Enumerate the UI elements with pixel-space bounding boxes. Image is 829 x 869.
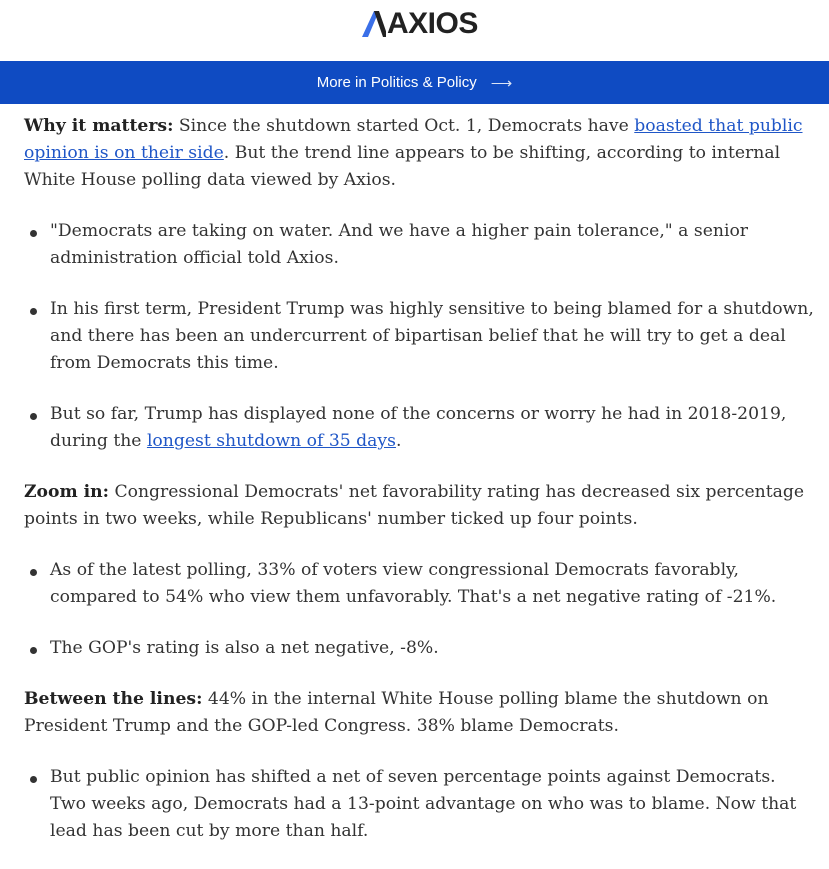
lead-label: Between the lines:	[24, 689, 203, 709]
site-header	[0, 0, 829, 62]
paragraph-text: 44% in the internal White House polling blame the shutdown on President Trump and the GOP-led Congress. 38% blame Democrats.	[24, 689, 769, 736]
paragraph-zoom-in	[24, 479, 814, 533]
list-item-text: But so far, Trump has displayed none of the concerns or worry he had in 2018-2019, during the	[50, 404, 787, 451]
lead-label: Why it matters:	[24, 116, 174, 136]
bullet-list	[24, 557, 814, 662]
banner-label: More in Politics & Policy	[316, 74, 477, 91]
paragraph-text: . But the trend line appears to be shifting, according to internal White House polling data viewed by Axios.	[24, 143, 781, 190]
list-item: "Democrats are taking on water. And we have a higher pain tolerance," a senior administration official told Axios.	[24, 218, 814, 272]
paragraph-between-the-lines	[24, 686, 814, 740]
list-item-text: .	[395, 431, 402, 451]
boasted-link[interactable]: boasted that public opinion is on their side	[24, 116, 803, 163]
list-item: The GOP's rating is also a net negative, -8%.	[24, 635, 814, 662]
list-item	[24, 401, 814, 455]
list-item: As of the latest polling, 33% of voters view congressional Democrats favorably, compared to 54% who view them unfavorably. That's a net negative rating of -21%.	[24, 557, 814, 611]
paragraph-why-it-matters	[24, 113, 814, 194]
paragraph-text: Congressional Democrats' net favorability rating has decreased six percentage points in two weeks, while Republicans' number ticked up four points.	[24, 482, 805, 529]
list-item: In his first term, President Trump was highly sensitive to being blamed for a shutdown, and there has been an undercurrent of bipartisan belief that he will try to get a deal from Democrats this time.	[24, 296, 814, 377]
arrow-right-icon: ⟶	[490, 74, 513, 92]
list-item: But public opinion has shifted a net of seven percentage points against Democrats. Two weeks ago, Democrats had a 13-point advantage on who was to blame. Now that lead has been cut by more than half.	[24, 764, 814, 845]
section-banner-link[interactable]	[0, 61, 829, 104]
lead-label: Zoom in:	[24, 482, 110, 502]
logo-mark-icon	[362, 11, 386, 37]
bullet-list	[24, 764, 814, 845]
article-body	[24, 113, 814, 869]
logo-text: AXIOS	[387, 7, 478, 40]
axios-logo[interactable]	[362, 7, 478, 40]
longest-shutdown-link[interactable]: longest shutdown of 35 days	[146, 431, 396, 451]
bullet-list	[24, 218, 814, 455]
paragraph-text: Since the shutdown started Oct. 1, Democrats have	[173, 116, 635, 136]
